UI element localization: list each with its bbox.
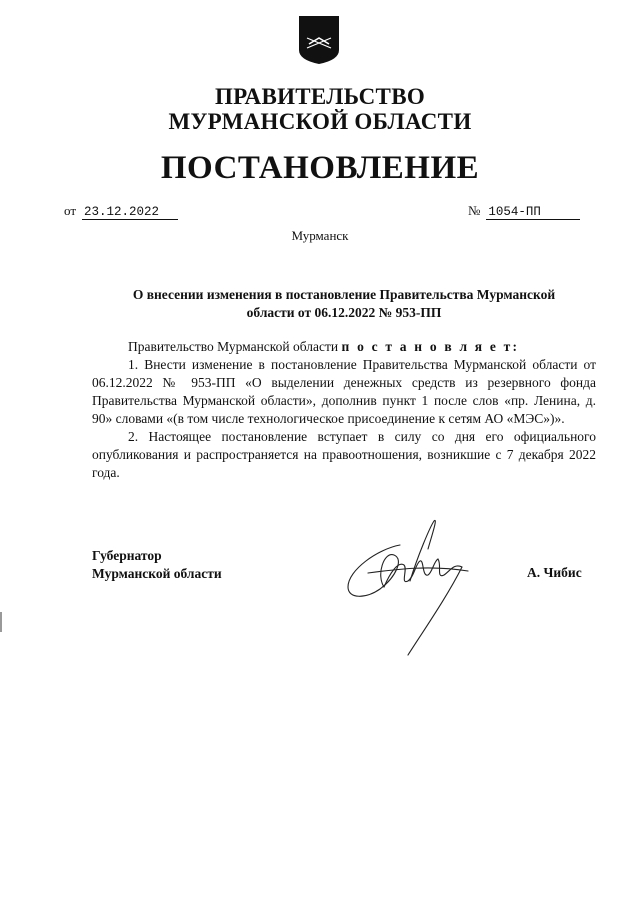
document-date: 23.12.2022 [82, 205, 178, 220]
preamble [92, 338, 596, 356]
number-prefix: № [468, 203, 481, 218]
position-line1: Губернатор [92, 548, 162, 563]
government-title-line2: МУРМАНСКОЙ ОБЛАСТИ [168, 109, 472, 134]
government-title-line1: ПРАВИТЕЛЬСТВО [214, 84, 426, 109]
document-subject [92, 286, 596, 322]
number-row [468, 203, 580, 220]
document-number: 1054-ПП [486, 205, 580, 220]
preamble-text: Правительство Мурманской области [128, 339, 339, 354]
signatory-name: А. Чибис [527, 565, 582, 580]
subject-line1: О внесении изменения в постановление Правительства Мурманской [132, 287, 556, 302]
margin-mark [0, 612, 2, 632]
city: Мурманск [291, 228, 349, 243]
signatory-position [92, 547, 222, 583]
handwritten-signature [338, 515, 478, 660]
preamble-verb: п о с т а н о в л я е т: [341, 339, 520, 354]
date-row [64, 203, 178, 220]
position-line2: Мурманской области [92, 566, 222, 581]
document-body [92, 338, 596, 482]
coat-of-arms-icon [297, 14, 341, 66]
date-prefix: от [64, 203, 77, 218]
document-type: ПОСТАНОВЛЕНИЕ [160, 150, 480, 186]
item-2: 2. Настоящее постановление вступает в силу со дня его официального опубликования и распространяется на правоотношения, возникшие с 7 декабря 2022 года. [92, 429, 596, 480]
item-1: 1. Внести изменение в постановление Правительства Мурманской области от 06.12.2022 № 953-ПП «О выделении денежных средств из резервного фонда Правительства Мурманской области», дополнив пункт 1 после слов «пр. Ленина, д. 90» словами «(в том числе технологическое присоединение к сетям АО «МЭС»)». [92, 357, 596, 426]
subject-line2: области от 06.12.2022 № 953-ПП [246, 305, 442, 320]
